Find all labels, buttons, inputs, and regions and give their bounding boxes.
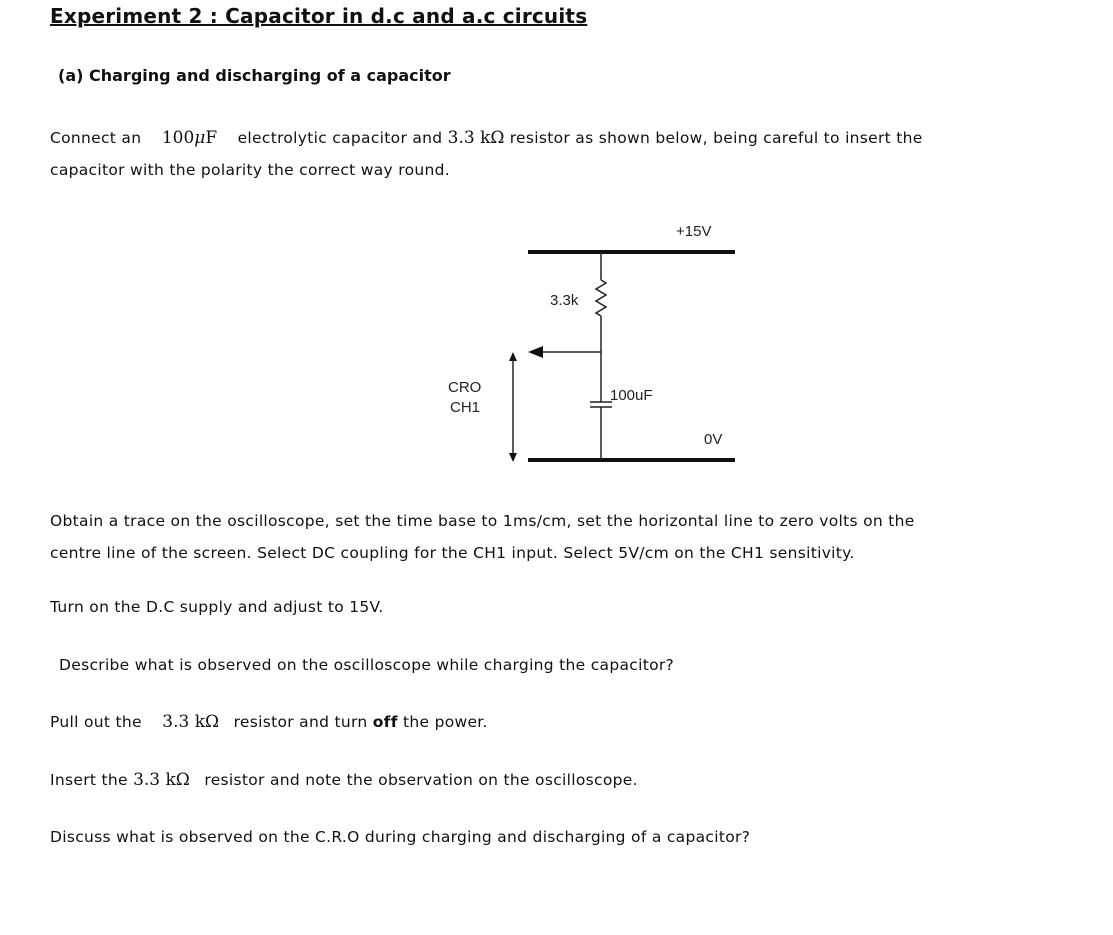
pull-text-3: the power. [403,713,488,731]
capacitor-label: 100uF [610,387,653,404]
pull-text-1: Pull out the [50,713,142,731]
intro-text-3: resistor as shown below, being careful to insert the [509,129,923,147]
supply-label: +15V [676,223,712,240]
capacitor-value-math [162,128,217,148]
pull-text-2: resistor and turn [233,713,368,731]
intro-text-line2: capacitor with the polarity the correct way round. [50,161,450,179]
charging-question: Describe what is observed on the oscilloscope while charging the capacitor? [59,656,675,674]
insert-text-2: resistor and note the observation on the oscilloscope. [204,771,638,789]
insert-resistor-instruction [50,764,1090,796]
cro-arrow-top [509,352,517,361]
pull-text-bold-off: off [372,713,398,731]
insert-text-1: Insert the [50,771,128,789]
resistor-label: 3.3k [550,292,579,309]
ground-label: 0V [704,431,723,448]
capacitor-unit-mu: μ [194,128,206,148]
setup-line-2: centre line of the screen. Select DC coupling for the CH1 input. Select 5V/cm on the CH1 sensitivity. [50,544,855,562]
resistor-symbol [596,280,606,316]
insert-resistor-value: 3.3 kΩ [133,770,190,790]
cro-label-line2: CH1 [450,399,481,416]
experiment-title: Experiment 2 : Capacitor in d.c and a.c circuits [50,4,588,28]
section-subtitle: (a) Charging and discharging of a capacitor [58,66,451,85]
pull-resistor-value: 3.3 kΩ [162,712,220,732]
capacitor-unit-farad: F [205,128,218,148]
cro-arrow-bottom [509,453,517,462]
intro-text-2: electrolytic capacitor and [237,129,443,147]
intro-text-1: Connect an [50,129,142,147]
oscilloscope-setup-paragraph [50,505,1090,569]
probe-arrow [528,346,543,358]
resistor-value-math: 3.3 kΩ [447,128,505,148]
pull-resistor-instruction [50,706,1090,738]
capacitor-value-number: 100 [161,128,195,148]
intro-paragraph [50,122,1090,186]
cro-label-line1: CRO [448,379,482,396]
setup-line-1: Obtain a trace on the oscilloscope, set the time base to 1ms/cm, set the horizontal line to zero volts on the [50,512,915,530]
discussion-question: Discuss what is observed on the C.R.O during charging and discharging of a capacitor? [50,828,751,846]
supply-instruction: Turn on the D.C supply and adjust to 15V. [50,598,384,616]
